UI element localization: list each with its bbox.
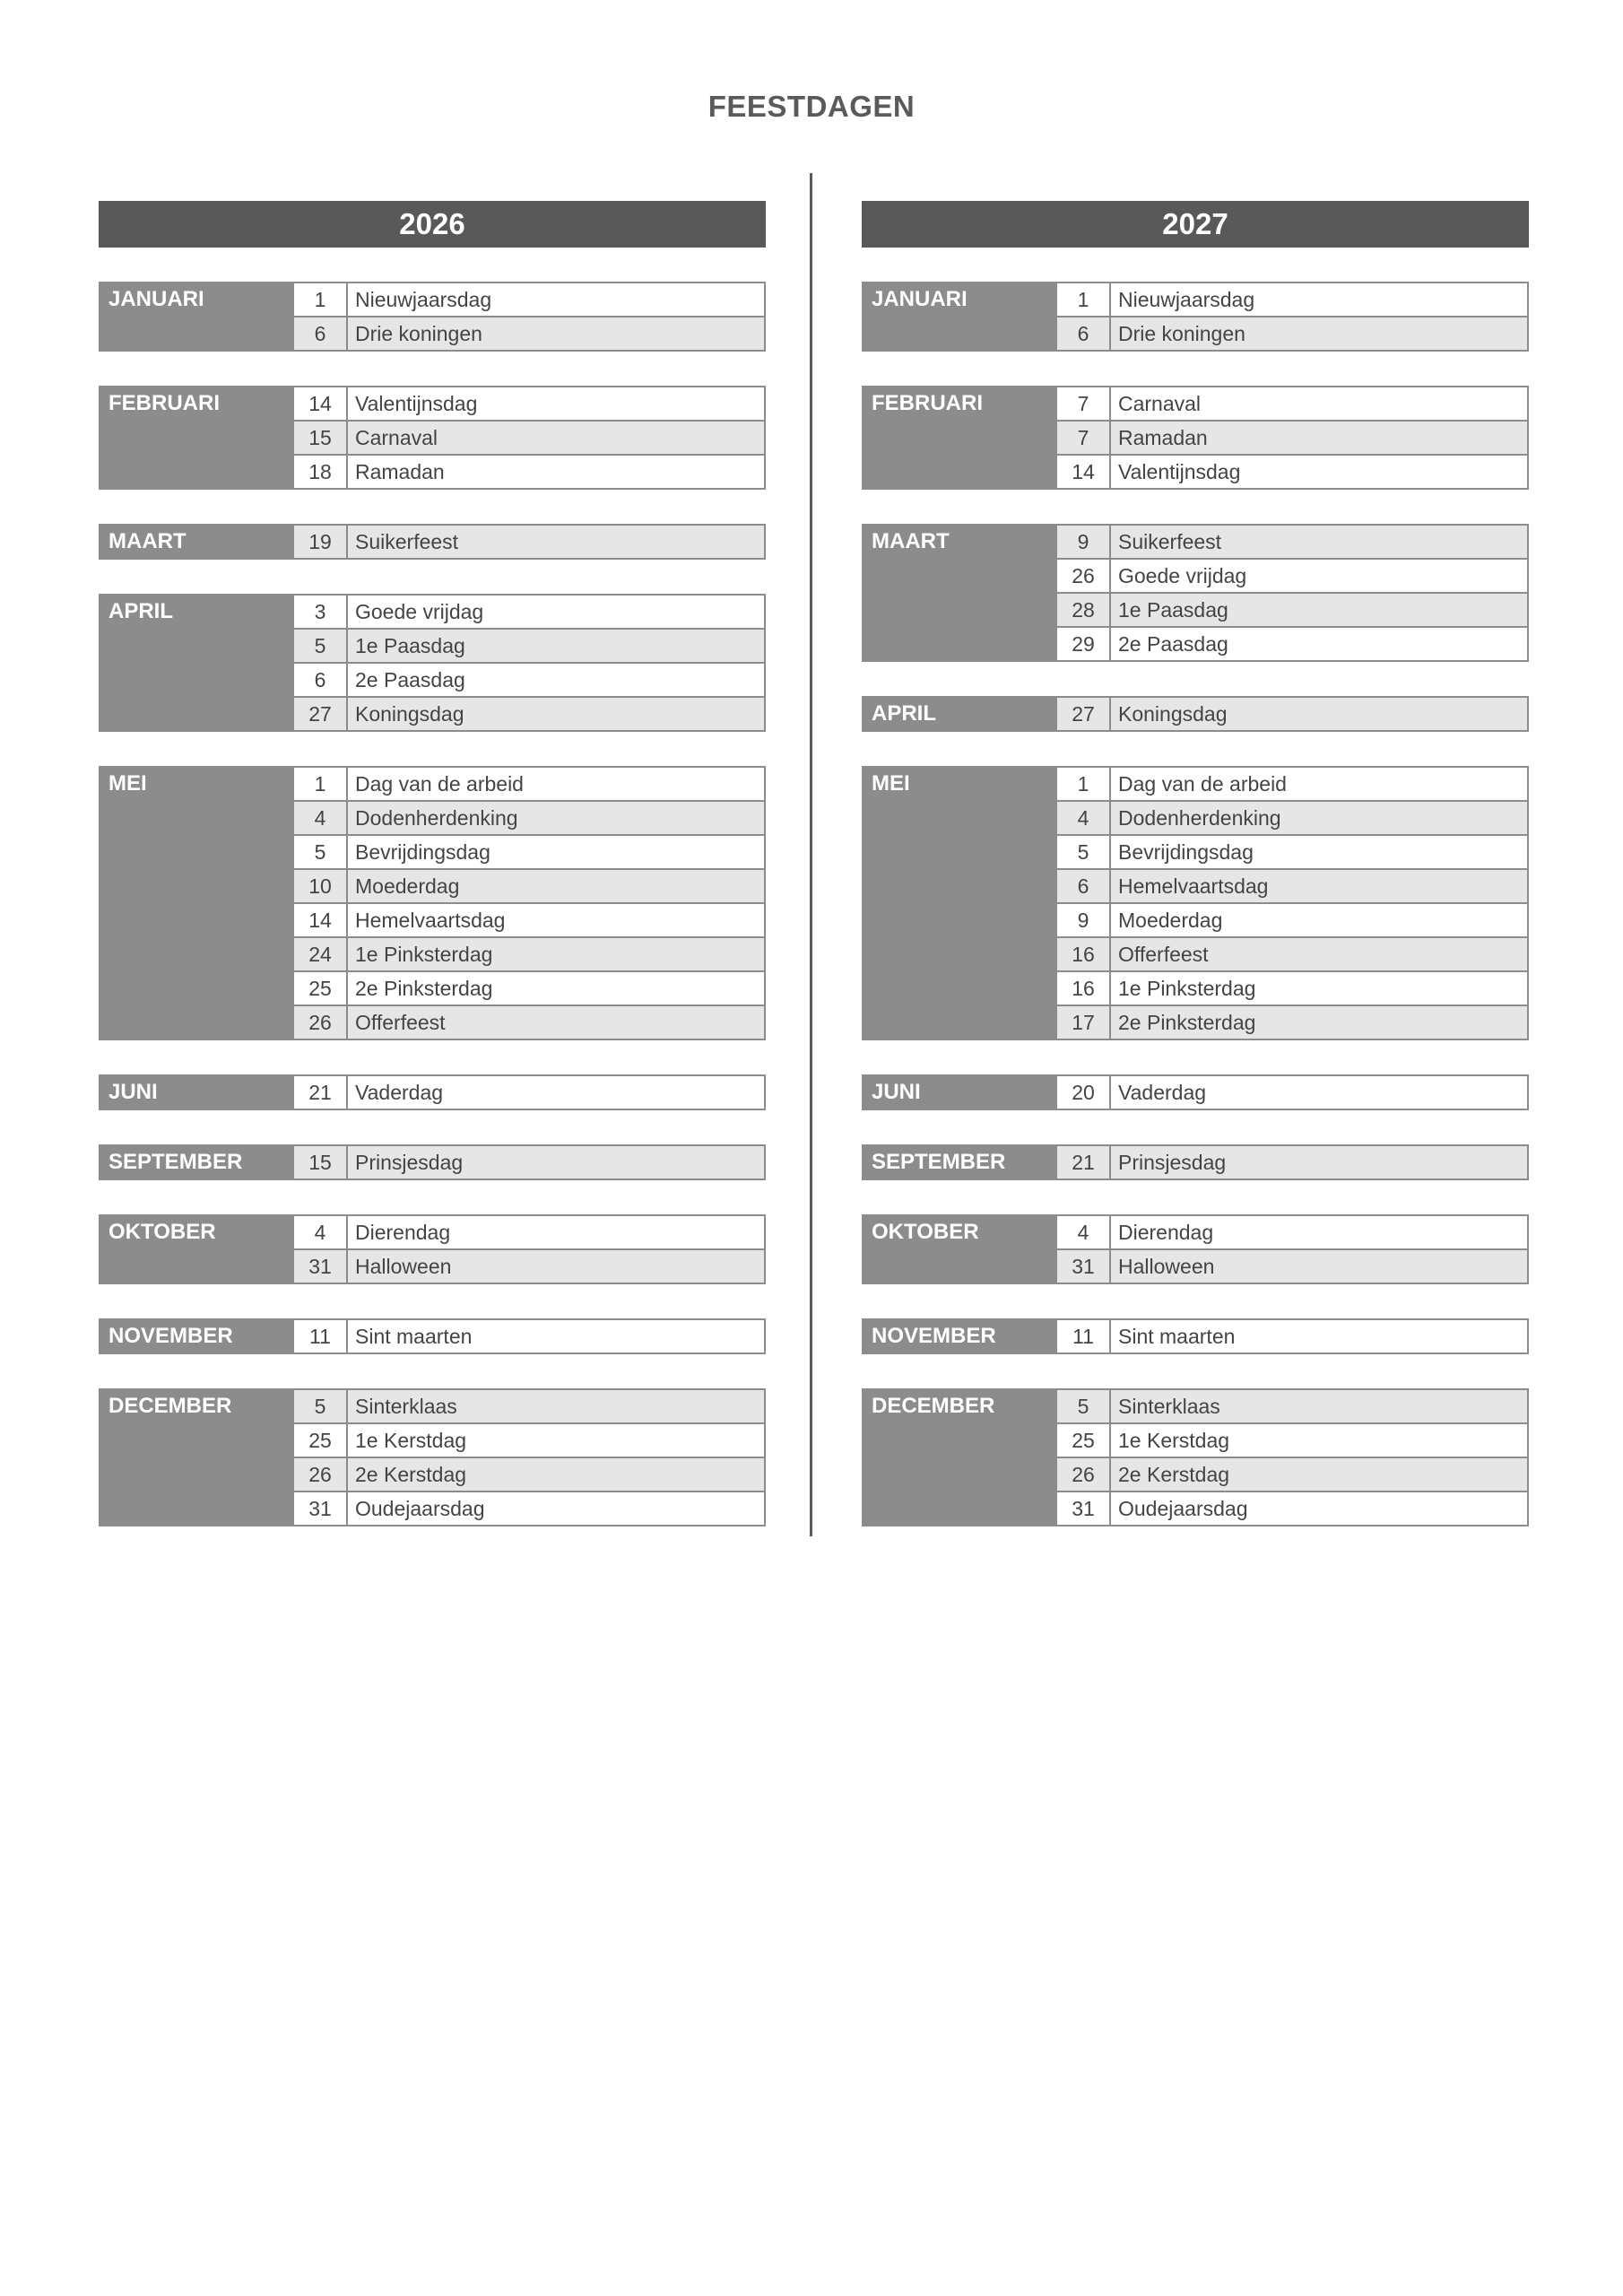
holiday-row [294,1076,764,1109]
holiday-list [294,1144,766,1180]
holiday-day: 14 [294,387,348,420]
holiday-row [1057,1491,1527,1525]
month-block [99,282,766,352]
holiday-day: 19 [294,526,348,558]
month-block [99,386,766,490]
year-column-2027 [862,201,1529,1561]
holiday-row [1057,316,1527,350]
holiday-day: 27 [294,698,348,730]
holiday-day: 31 [1057,1250,1111,1283]
month-block [99,1388,766,1526]
holiday-day: 3 [294,596,348,628]
holiday-name: Hemelvaartsdag [1118,874,1269,898]
holiday-day: 14 [294,904,348,936]
holiday-name: 1e Kerstdag [1118,1429,1230,1452]
holiday-row [294,662,764,696]
holiday-row [294,902,764,936]
holiday-row [1057,1390,1527,1422]
holiday-row [1057,283,1527,316]
holiday-row [1057,698,1527,730]
holiday-name: Oudejaarsdag [355,1497,485,1520]
holiday-day: 21 [1057,1146,1111,1178]
holiday-name: Offerfeest [1118,943,1209,966]
holiday-day: 31 [1057,1492,1111,1525]
month-block [862,1214,1529,1284]
holiday-day: 7 [1057,387,1111,420]
holiday-day: 9 [1057,904,1111,936]
holiday-day: 26 [1057,1458,1111,1491]
holiday-list [1057,524,1529,662]
holiday-name: 2e Kerstdag [355,1463,467,1486]
holiday-day: 10 [294,870,348,902]
holiday-list [294,594,766,732]
holiday-row [294,454,764,488]
holiday-row [294,1320,764,1352]
holiday-day: 7 [1057,422,1111,454]
holiday-name: Sinterklaas [355,1395,457,1418]
holiday-list [1057,696,1529,732]
holiday-row [294,1390,764,1422]
month-name: NOVEMBER [99,1318,294,1354]
month-block [99,594,766,732]
holiday-day: 25 [294,972,348,1004]
holiday-name: Drie koningen [1118,322,1245,345]
holiday-day: 29 [1057,628,1111,660]
holiday-day: 17 [1057,1006,1111,1039]
holiday-name: Sint maarten [1118,1325,1236,1348]
holiday-name: Carnaval [355,426,438,449]
holiday-row [1057,626,1527,660]
holiday-day: 5 [294,630,348,662]
holiday-day: 26 [294,1006,348,1039]
holiday-list [294,524,766,560]
holiday-row [1057,454,1527,488]
holiday-day: 25 [294,1424,348,1457]
holiday-name: Nieuwjaarsdag [355,288,492,311]
holiday-list [1057,1144,1529,1180]
holiday-day: 27 [1057,698,1111,730]
holiday-name: Suikerfeest [1118,530,1222,553]
month-name: MEI [862,766,1057,1040]
holiday-name: Bevrijdingsdag [355,840,490,864]
holiday-day: 31 [294,1492,348,1525]
holiday-day: 26 [294,1458,348,1491]
holiday-row [294,387,764,420]
holiday-row [294,1248,764,1283]
holiday-row [294,526,764,558]
holiday-list [1057,386,1529,490]
holiday-name: Offerfeest [355,1011,446,1034]
holiday-row [1057,1004,1527,1039]
holiday-row [1057,800,1527,834]
holiday-name: Ramadan [355,460,445,483]
holiday-name: Moederdag [355,874,460,898]
month-name: FEBRUARI [862,386,1057,490]
holiday-name: Sint maarten [355,1325,473,1348]
holiday-row [1057,1320,1527,1352]
holiday-name: 1e Pinksterdag [1118,977,1256,1000]
holiday-row [1057,1146,1527,1178]
holiday-name: Dierendag [355,1221,451,1244]
holiday-name: Vaderdag [355,1081,444,1104]
month-block [99,1214,766,1284]
month-name: SEPTEMBER [862,1144,1057,1180]
holiday-name: 2e Paasdag [355,668,465,691]
holiday-day: 9 [1057,526,1111,558]
holiday-day: 21 [294,1076,348,1109]
month-name: DECEMBER [99,1388,294,1526]
holiday-name: Koningsdag [355,702,464,726]
holiday-name: Prinsjesdag [1118,1151,1227,1174]
month-name: NOVEMBER [862,1318,1057,1354]
holiday-row [1057,1216,1527,1248]
holiday-day: 6 [1057,870,1111,902]
holiday-row [294,800,764,834]
holiday-row [1057,387,1527,420]
holiday-name: Moederdag [1118,909,1223,932]
holiday-row [294,696,764,730]
holiday-row [294,834,764,868]
holiday-row [1057,902,1527,936]
month-block [99,1074,766,1110]
holiday-row [294,868,764,902]
holiday-day: 1 [294,768,348,800]
holiday-day: 20 [1057,1076,1111,1109]
month-name: MEI [99,766,294,1040]
holiday-day: 1 [1057,283,1111,316]
holiday-row [294,1146,764,1178]
holiday-name: Goede vrijdag [1118,564,1247,587]
month-block [862,386,1529,490]
holiday-row [1057,768,1527,800]
year-header: 2027 [862,201,1529,248]
holiday-row [294,316,764,350]
holiday-name: Valentijnsdag [1118,460,1241,483]
holiday-list [294,1388,766,1526]
holiday-name: Bevrijdingsdag [1118,840,1254,864]
month-name: JUNI [862,1074,1057,1110]
holiday-day: 6 [294,317,348,350]
holiday-name: 1e Pinksterdag [355,943,493,966]
month-block [862,1388,1529,1526]
holiday-day: 25 [1057,1424,1111,1457]
holiday-name: Drie koningen [355,322,482,345]
holiday-row [294,1004,764,1039]
holiday-row [294,596,764,628]
holiday-day: 18 [294,456,348,488]
month-name: OKTOBER [99,1214,294,1284]
month-list [862,282,1529,1526]
holiday-name: Dag van de arbeid [1118,772,1287,796]
holiday-day: 6 [1057,317,1111,350]
month-block [99,1318,766,1354]
holiday-row [1057,1248,1527,1283]
month-block [862,282,1529,352]
year-column-2026 [99,201,766,1561]
holiday-name: 2e Kerstdag [1118,1463,1230,1486]
holiday-name: Vaderdag [1118,1081,1207,1104]
holiday-day: 1 [1057,768,1111,800]
holiday-row [1057,834,1527,868]
month-name: SEPTEMBER [99,1144,294,1180]
holiday-name: Suikerfeest [355,530,459,553]
month-block [862,1074,1529,1110]
holiday-day: 5 [294,1390,348,1422]
holiday-row [294,768,764,800]
holiday-row [1057,1422,1527,1457]
holiday-list [1057,1318,1529,1354]
month-name: JUNI [99,1074,294,1110]
holiday-row [1057,526,1527,558]
holiday-name: Dodenherdenking [355,806,518,830]
holiday-day: 5 [1057,1390,1111,1422]
holiday-name: Ramadan [1118,426,1208,449]
holiday-day: 15 [294,1146,348,1178]
month-block [862,766,1529,1040]
holiday-day: 16 [1057,938,1111,970]
holiday-name: 2e Pinksterdag [1118,1011,1256,1034]
holiday-name: Hemelvaartsdag [355,909,506,932]
year-header: 2026 [99,201,766,248]
month-block [862,524,1529,662]
holiday-name: Valentijnsdag [355,392,478,415]
holiday-row [1057,936,1527,970]
month-block [862,1318,1529,1354]
holiday-row [1057,420,1527,454]
holiday-row [1057,592,1527,626]
holiday-name: Halloween [355,1255,452,1278]
holiday-name: Nieuwjaarsdag [1118,288,1255,311]
holiday-day: 4 [1057,802,1111,834]
month-block [99,766,766,1040]
holiday-day: 4 [1057,1216,1111,1248]
page-title: FEESTDAGEN [707,90,916,123]
month-name: JANUARI [862,282,1057,352]
holiday-name: Prinsjesdag [355,1151,464,1174]
holiday-row [294,420,764,454]
month-block [99,524,766,560]
holiday-day: 24 [294,938,348,970]
holiday-day: 5 [294,836,348,868]
holiday-day: 11 [294,1320,348,1352]
holiday-row [1057,868,1527,902]
holiday-day: 14 [1057,456,1111,488]
holiday-name: Sinterklaas [1118,1395,1220,1418]
month-name: MAART [99,524,294,560]
holiday-row [294,283,764,316]
holiday-day: 4 [294,802,348,834]
month-block [862,696,1529,732]
holiday-row [1057,1457,1527,1491]
holiday-row [294,970,764,1004]
month-list [99,282,766,1526]
month-name: MAART [862,524,1057,662]
holiday-name: Dodenherdenking [1118,806,1281,830]
holiday-day: 4 [294,1216,348,1248]
holiday-list [1057,282,1529,352]
holiday-list [294,282,766,352]
holiday-day: 15 [294,422,348,454]
holiday-name: Dierendag [1118,1221,1214,1244]
holiday-day: 16 [1057,972,1111,1004]
holiday-name: 1e Paasdag [1118,598,1228,622]
month-name: OKTOBER [862,1214,1057,1284]
holiday-row [1057,970,1527,1004]
holiday-list [1057,1074,1529,1110]
holiday-row [294,1422,764,1457]
holiday-row [294,1491,764,1525]
holiday-name: 1e Kerstdag [355,1429,467,1452]
month-block [99,1144,766,1180]
holiday-list [1057,766,1529,1040]
month-name: JANUARI [99,282,294,352]
holiday-list [294,1214,766,1284]
holiday-row [294,936,764,970]
holiday-row [294,1457,764,1491]
holiday-day: 5 [1057,836,1111,868]
holiday-name: Halloween [1118,1255,1215,1278]
holiday-list [294,386,766,490]
holiday-day: 28 [1057,594,1111,626]
holiday-day: 11 [1057,1320,1111,1352]
holiday-day: 31 [294,1250,348,1283]
holiday-list [1057,1214,1529,1284]
holiday-day: 6 [294,664,348,696]
holiday-row [1057,558,1527,592]
month-block [862,1144,1529,1180]
month-name: DECEMBER [862,1388,1057,1526]
holiday-list [1057,1388,1529,1526]
holiday-name: 2e Pinksterdag [355,977,493,1000]
holiday-list [294,766,766,1040]
holiday-name: Goede vrijdag [355,600,484,623]
holiday-name: Oudejaarsdag [1118,1497,1248,1520]
holiday-name: 1e Paasdag [355,634,465,657]
holiday-name: Dag van de arbeid [355,772,524,796]
holiday-row [294,1216,764,1248]
column-divider [810,173,812,1536]
holiday-day: 1 [294,283,348,316]
holiday-name: Koningsdag [1118,702,1228,726]
holiday-list [294,1318,766,1354]
holiday-row [294,628,764,662]
holiday-list [294,1074,766,1110]
holiday-name: Carnaval [1118,392,1202,415]
holiday-row [1057,1076,1527,1109]
holiday-name: 2e Paasdag [1118,632,1228,656]
holiday-day: 26 [1057,560,1111,592]
month-name: FEBRUARI [99,386,294,490]
month-name: APRIL [862,696,1057,732]
month-name: APRIL [99,594,294,732]
